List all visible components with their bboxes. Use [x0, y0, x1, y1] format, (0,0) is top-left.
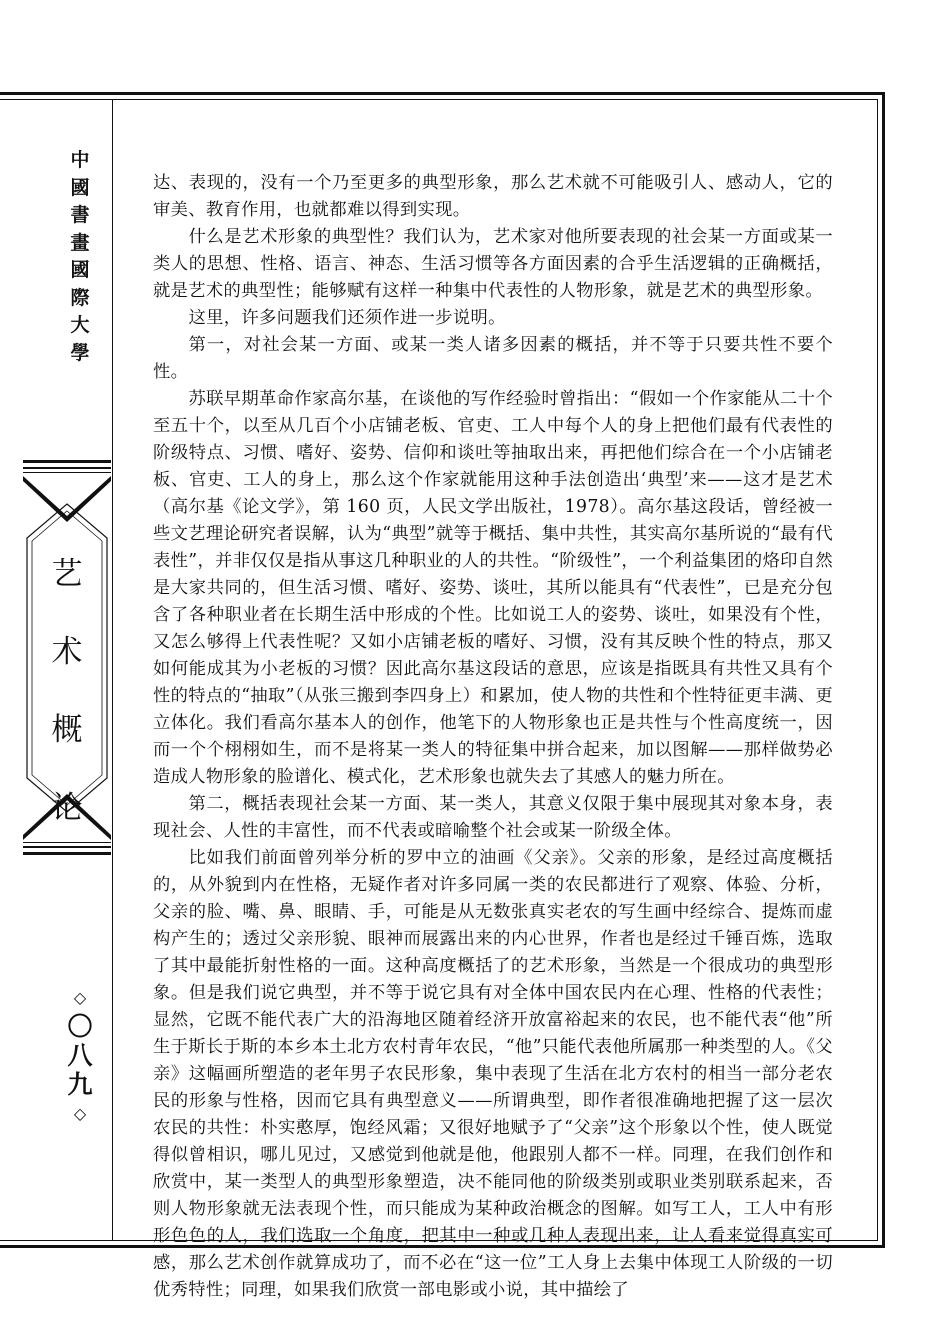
ornament-rule: [23, 852, 111, 855]
diamond-icon: ◇: [73, 1104, 87, 1123]
body-text: [153, 170, 833, 1304]
page-number-char: 八: [67, 1041, 93, 1070]
school-name-char: 國: [70, 259, 90, 281]
ornament-rule: [23, 460, 111, 463]
paragraph: 第一，对社会某一方面、或某一类人诸多因素的概括，并不等于只要共性不要个性。: [153, 335, 833, 382]
ornament-rule: [23, 467, 111, 469]
school-name-vertical: [60, 147, 100, 367]
school-name-char: 書: [70, 204, 90, 226]
ornament-rule: [23, 842, 111, 843]
paragraph: 什么是艺术形象的典型性？我们认为，艺术家对他所要表现的社会某一方面或某一类人的思想、性格、语言、神态、生活习惯等各方面因素的合乎生活逻辑的正确概括，就是艺术的典型性；能够赋有这样一种集中代表性的人物形象，就是艺术的典型形象。: [153, 227, 833, 301]
diamond-icon: ◇: [73, 988, 87, 1007]
school-name-char: 學: [70, 341, 90, 364]
page-number-char: 〇: [67, 1012, 93, 1041]
school-name-char: 大: [70, 314, 90, 336]
school-name-char: 際: [70, 286, 90, 309]
school-name-char: 中: [70, 149, 90, 171]
school-name-char: 畫: [70, 231, 90, 254]
school-name-char: 國: [70, 176, 90, 199]
page-number-vertical: [60, 983, 100, 1128]
book-title-vertical: [40, 535, 94, 847]
paragraph: 这里，许多问题我们还须作进一步说明。: [188, 308, 506, 328]
paragraph: 比如我们前面曾列举分析的罗中立的油画《父亲》。父亲的形象，是经过高度概括的，从外貌到内在性格，无疑作者对许多同属一类的农民都进行了观察、体验、分析，父亲的脸、嘴、鼻、眼睛、手，可能是从无数张真实老农的写生画中经综合、提炼而虚构产生的；透过父亲形貌、眼神而展露出来的内心世界，作者也是经过千锤百炼，选取了其中最能折射性格的一面。这种高度概括了的艺术形象，当然是一个很成功的典型形象。但是我们说它典型，并不等于说它具有对全体中国农民内在心理、性格的代表性；显然，它既不能代表广大的沿海地区随着经济开放富裕起来的农民，也不能代表“他”所生于斯长于斯的本乡本土北方农村青年农民，“他”只能代表他所属那一种类型的人。《父亲》这幅画所塑造的老年男子农民形象，集中表现了生活在北方农村的相当一部分老农民的形象与性格，因而它具有典型意义——所谓典型，即作者很准确地把握了这一层次农民的共性：朴实憨厚，饱经风霜；又很好地赋予了“父亲”这个形象以个性，使人既觉得似曾相识，哪儿见过，又感觉到他就是他，他跟别人都不一样。同理，在我们创作和欣赏中，某一类型人的典型形象塑造，决不能同他的阶级类别或职业类别联系起来，否则人物形象就无法表现个性，而只能成为某种政治概念的图解。如写工人，工人中有形形色色的人，我们选取一个角度，把其中一种或几种人表现出来，让人看来觉得真实可感，那么艺术创作就算成功了，而不必在“这一位”工人身上去集中体现工人阶级的一切优秀特性；同理，如果我们欣赏一部电影或小说，其中描绘了: [153, 848, 833, 1300]
paragraph: 第二，概括表现社会某一方面、某一类人，其意义仅限于集中展现其对象本身，表现社会、人性的丰富性，而不代表或暗喻整个社会或某一阶级全体。: [153, 794, 833, 841]
paragraph: 达、表现的，没有一个乃至更多的典型形象，那么艺术就不可能吸引人、感动人，它的审美、教育作用，也就都难以得到实现。: [153, 173, 833, 220]
page-number-char: 九: [67, 1070, 93, 1099]
ornament-rule: [23, 846, 111, 848]
book-title-char: 论: [51, 790, 83, 826]
book-title-char: 艺: [51, 556, 83, 592]
ornament-rule: [23, 472, 111, 473]
book-title-char: 概: [51, 712, 83, 748]
paragraph: 苏联早期革命作家高尔基，在谈他的写作经验时曾指出：“假如一个作家能从二十个至五十个，以至从几百个小店铺老板、官吏、工人中每个人的身上把他们最有代表性的阶级特点、习惯、嗜好、姿势、信仰和谈吐等抽取出来，再把他们综合在一个小店铺老板、官吏、工人的身上，那么这个作家就能用这种手法创造出‘典型’来——这才是艺术（高尔基《论文学》，第 160 页，人民文学出版社，1978）。高尔基这段话，曾经被一些文艺理论研究者误解，认为“典型”就等于概括、集中共性，其实高尔基所说的“最有代表性”，并非仅仅是指从事这几种职业的人的共性。“阶级性”，一个利益集团的烙印自然是大家共同的，但生活习惯、嗜好、姿势、谈吐，其所以能具有“代表性”，已是充分包含了各种职业者在长期生活中形成的个性。比如说工人的姿势、谈吐，如果没有个性，又怎么够得上代表性呢？又如小店铺老板的嗜好、习惯，没有其反映个性的特点，那又如何能成其为小老板的习惯？因此高尔基这段话的意思，应该是指既具有共性又具有个性的特点的“抽取”（从张三搬到李四身上）和累加，使人物的共性和个性特征更丰满、更立体化。我们看高尔基本人的创作，他笔下的人物形象也正是共性与个性高度统一，因而一个个栩栩如生，而不是将某一类人的特征集中拼合起来，加以图解——那样做势必造成人物形象的脸谱化、模式化，艺术形象也就失去了其感人的魅力所在。: [153, 389, 833, 787]
book-title-char: 术: [51, 634, 83, 670]
